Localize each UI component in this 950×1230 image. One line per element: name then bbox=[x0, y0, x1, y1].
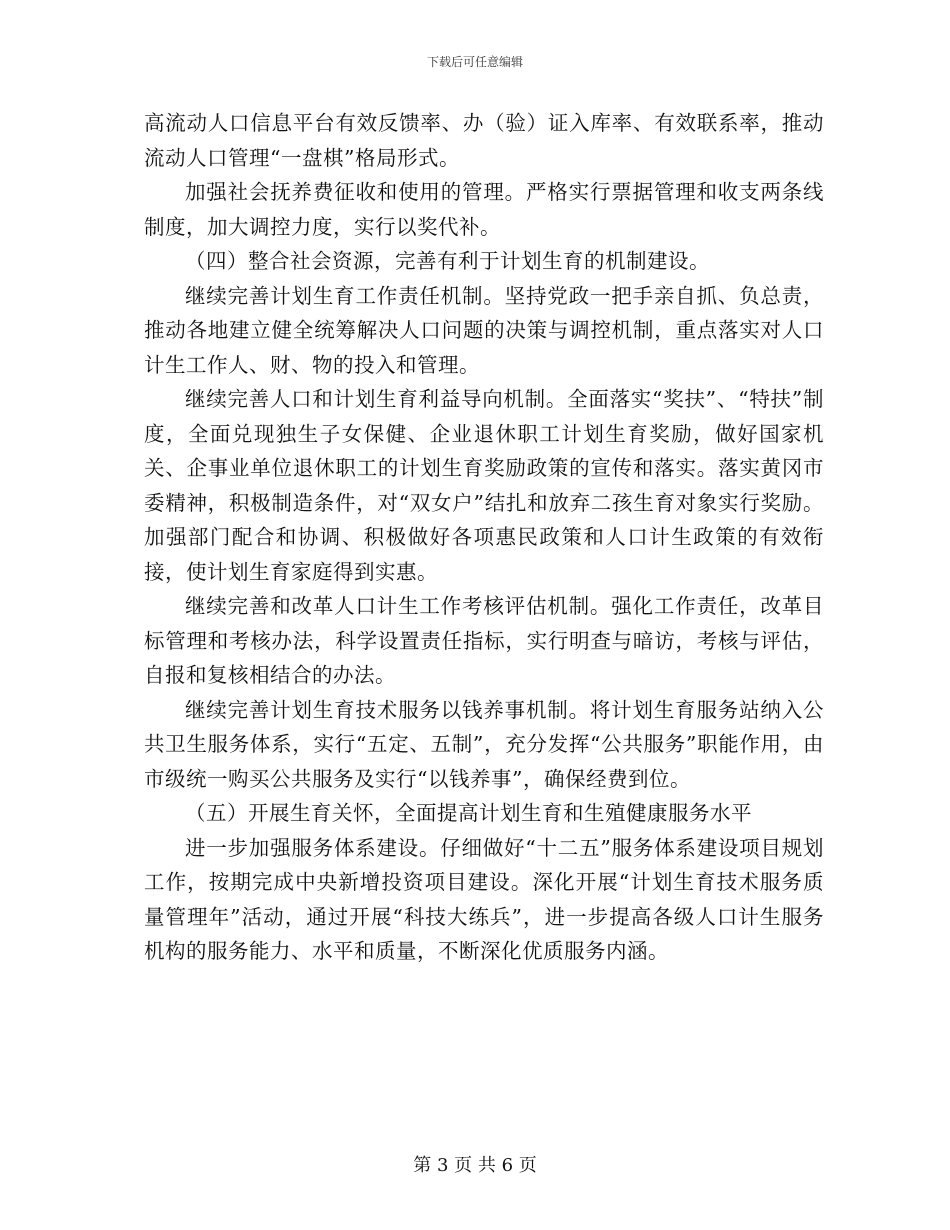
page-footer: 第 3 页 共 6 页 bbox=[413, 1155, 537, 1176]
paragraph-4: 继续完善计划生育工作责任机制。坚持党政一把手亲自抓、负总责，推动各地建立健全统筹解决人口问题的决策与调控机制，重点落实对人口计生工作人、财、物的投入和管理。 bbox=[144, 283, 824, 377]
section-heading-5: （五）开展生育关怀，全面提高计划生育和生殖健康服务水平 bbox=[185, 801, 752, 825]
document-body bbox=[144, 106, 824, 969]
paragraph-2: 加强社会抚养费征收和使用的管理。严格实行票据管理和收支两条线制度，加大调控力度，实行以奖代补。 bbox=[144, 180, 824, 239]
section-heading-4: （四）整合社会资源，完善有利于计划生育的机制建设。 bbox=[185, 249, 710, 273]
paragraph-1: 高流动人口信息平台有效反馈率、办（验）证入库率、有效联系率，推动流动人口管理“一盘棋”格局形式。 bbox=[144, 111, 824, 170]
paragraph-6: 继续完善和改革人口计生工作考核评估机制。强化工作责任，改革目标管理和考核办法，科学设置责任指标，实行明查与暗访，考核与评估，自报和复核相结合的办法。 bbox=[144, 594, 824, 687]
paragraph-9: 进一步加强服务体系建设。仔细做好“十二五”服务体系建设项目规划工作，按期完成中央新增投资项目建设。深化开展“计划生育技术服务质量管理年”活动，通过开展“科技大练兵”，进一步提高各级人口计生服务机构的服务能力、水平和质量，不断深化优质服务内涵。 bbox=[144, 835, 824, 963]
page-header: 下载后可任意编辑 bbox=[426, 55, 523, 69]
paragraph-7: 继续完善计划生育技术服务以钱养事机制。将计划生育服务站纳入公共卫生服务体系，实行“五定、五制”，充分发挥“公共服务”职能作用，由市级统一购买公共服务及实行“以钱养事”，确保经费到位。 bbox=[144, 697, 824, 791]
paragraph-5: 继续完善人口和计划生育利益导向机制。全面落实“奖扶”、“特扶”制度，全面兑现独生子女保健、企业退休职工计划生育奖励，做好国家机关、企事业单位退休职工的计划生育奖励政策的宣传和落实。落实黄冈市委精神，积极制造条件，对“双女户”结扎和放弃二孩生育对象实行奖励。加强部门配合和协调、积极做好各项惠民政策和人口计生政策的有效衔接，使计划生育家庭得到实惠。 bbox=[144, 387, 824, 584]
